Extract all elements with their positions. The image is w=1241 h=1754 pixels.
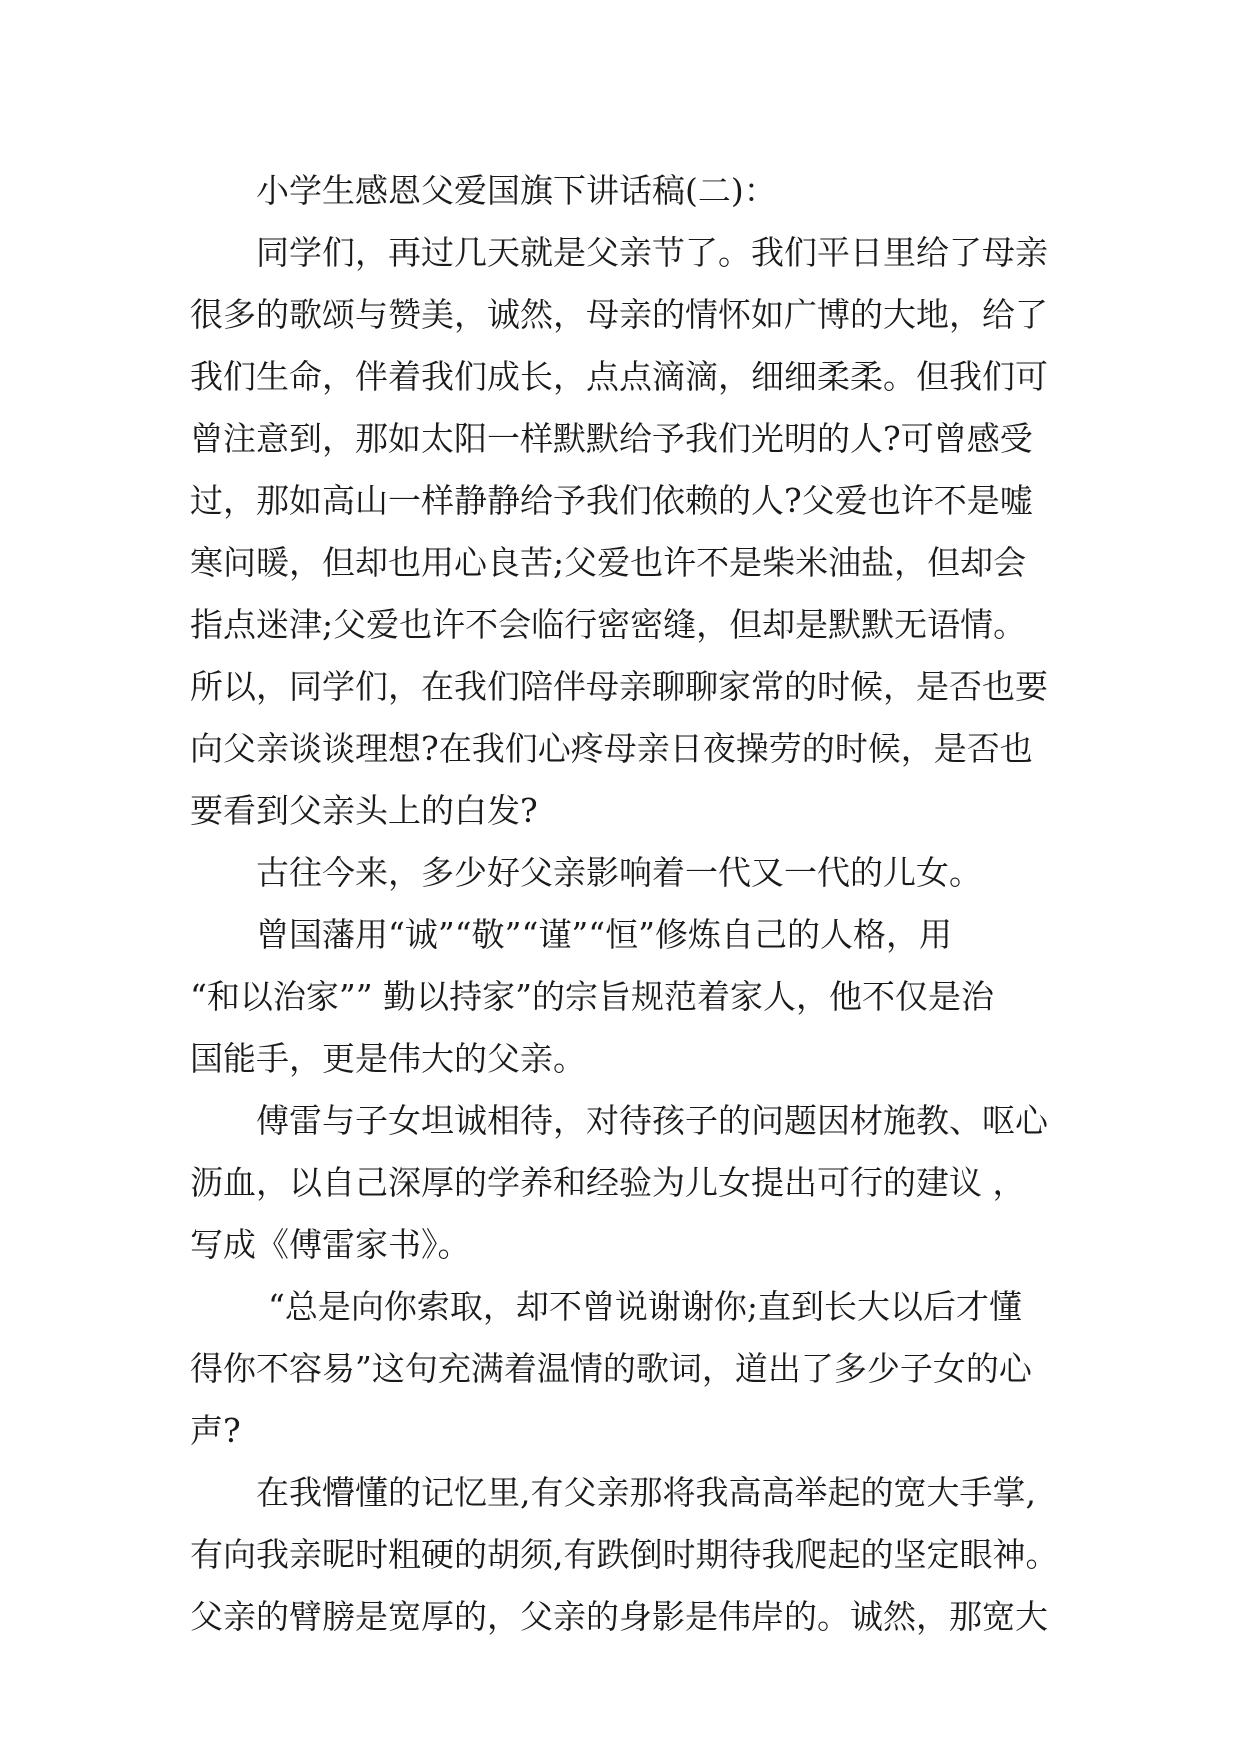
paragraph-line: “和以治家”” 勤以持家”的宗旨规范着家人，他不仅是治 bbox=[190, 977, 994, 1016]
paragraph-line: 曾国藩用“诚”“敬”“谨”“恒”修炼自己的人格，用 bbox=[256, 915, 952, 954]
paragraph-line: 有向我亲昵时粗硬的胡须,有跌倒时期待我爬起的坚定眼神。 bbox=[190, 1535, 1059, 1574]
paragraph-line: 过，那如高山一样静静给予我们依赖的人?父爱也许不是嘘 bbox=[190, 481, 1033, 520]
paragraph-line: 古往今来，多少好父亲影响着一代又一代的儿女。 bbox=[256, 853, 982, 892]
document-title: 小学生感恩父爱国旗下讲话稿(二)： bbox=[256, 171, 777, 210]
paragraph-line: 沥血，以自己深厚的学养和经验为儿女提出可行的建议 ， bbox=[190, 1163, 1026, 1202]
paragraph-line: 很多的歌颂与赞美，诚然，母亲的情怀如广博的大地，给了 bbox=[190, 295, 1048, 334]
paragraph-line: 国能手，更是伟大的父亲。 bbox=[190, 1039, 586, 1078]
paragraph-line: 同学们，再过几天就是父亲节了。我们平日里给了母亲 bbox=[256, 233, 1048, 272]
paragraph-line: 向父亲谈谈理想?在我们心疼母亲日夜操劳的时候，是否也 bbox=[190, 729, 1033, 768]
paragraph-line: 所以，同学们，在我们陪伴母亲聊聊家常的时候，是否也要 bbox=[190, 667, 1048, 706]
paragraph-line: 指点迷津;父爱也许不会临行密密缝，但却是默默无语情。 bbox=[190, 605, 1027, 644]
paragraph-line: 傅雷与子女坦诚相待，对待孩子的问题因材施教、呕心 bbox=[256, 1101, 1048, 1140]
paragraph-line: 声? bbox=[190, 1411, 241, 1450]
paragraph-line: 寒问暖，但却也用心良苦;父爱也许不是柴米油盐，但却会 bbox=[190, 543, 1027, 582]
paragraph-line: 写成《傅雷家书》。 bbox=[190, 1225, 471, 1264]
paragraph-line: 我们生命，伴着我们成长，点点滴滴，细细柔柔。但我们可 bbox=[190, 357, 1048, 396]
paragraph-line: 得你不容易”这句充满着温情的歌词，道出了多少子女的心 bbox=[190, 1349, 1032, 1388]
paragraph-line: 要看到父亲头上的白发? bbox=[190, 791, 538, 830]
speech-text bbox=[190, 160, 1059, 1648]
paragraph-line: 曾注意到，那如太阳一样默默给予我们光明的人?可曾感受 bbox=[190, 419, 1033, 458]
paragraph-line: 在我懵懂的记忆里,有父亲那将我高高举起的宽大手掌, bbox=[256, 1473, 1036, 1512]
paragraph-line: 父亲的臂膀是宽厚的，父亲的身影是伟岸的。诚然，那宽大 bbox=[190, 1597, 1048, 1636]
paragraph-line: “总是向你索取，却不曾说谢谢你;直到长大以后才懂 bbox=[268, 1287, 1022, 1326]
